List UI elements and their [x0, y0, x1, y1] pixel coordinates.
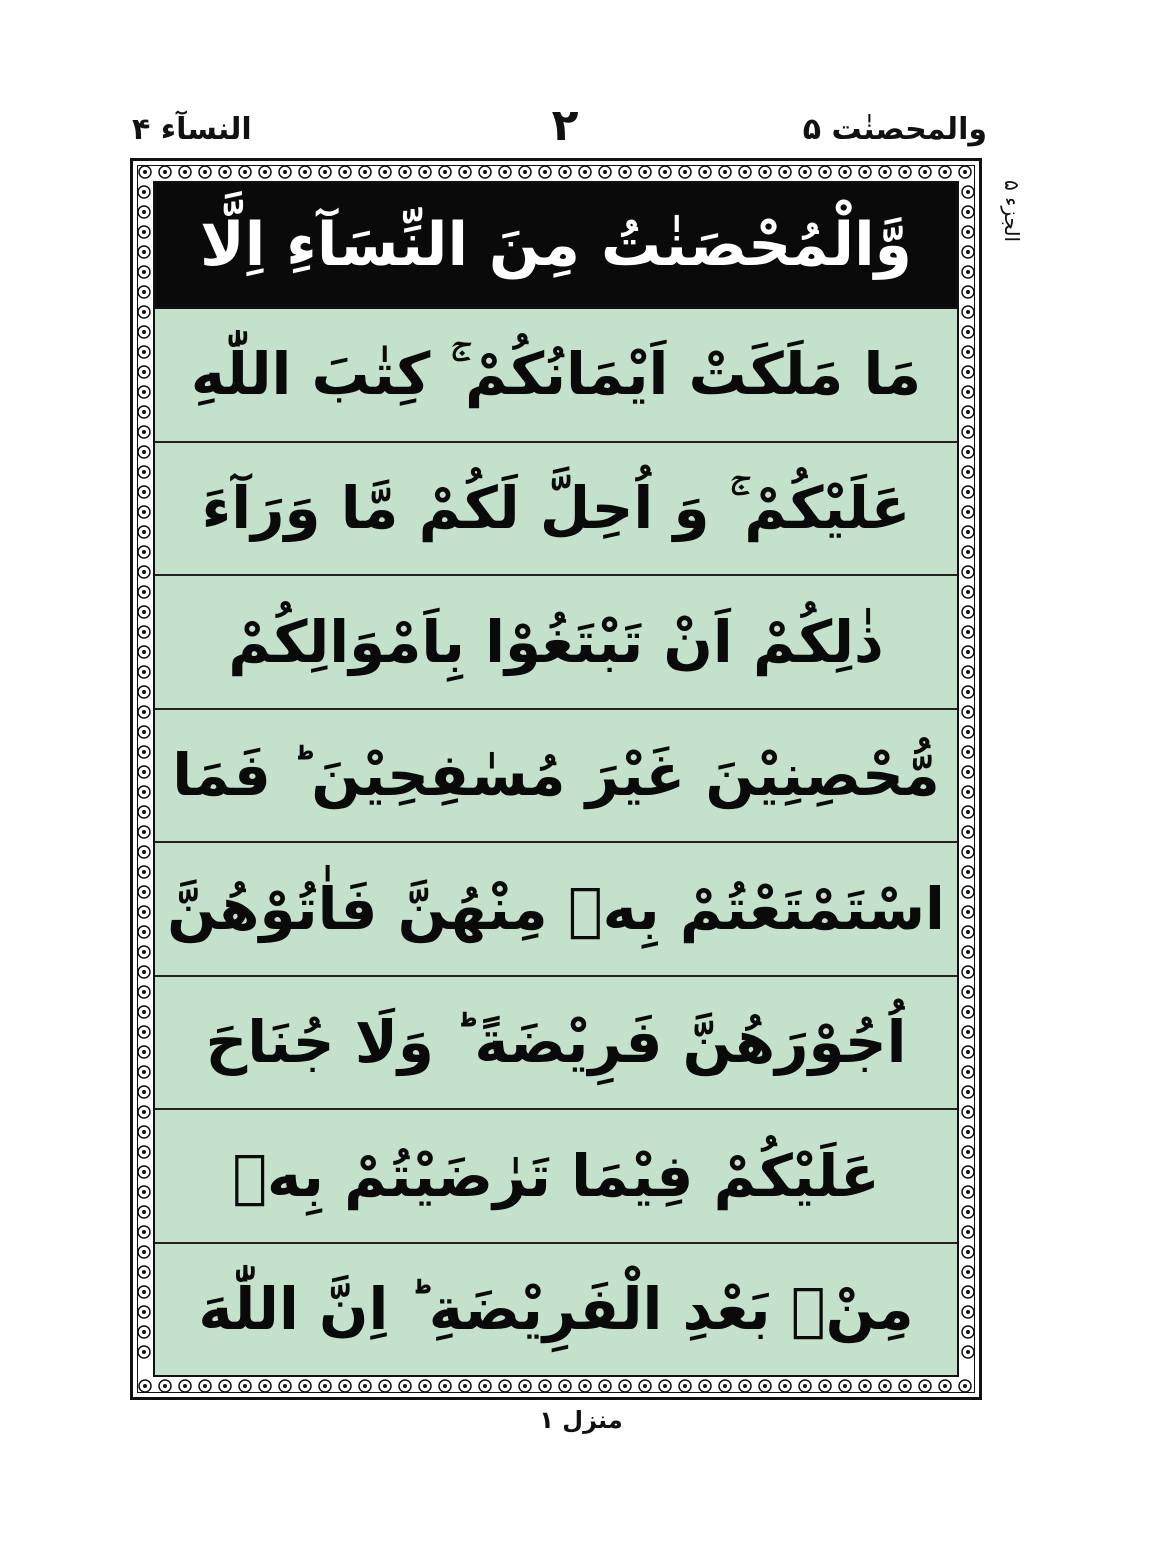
ornament-dot [403, 1384, 407, 1388]
juz-number-header: ۲ [551, 100, 579, 151]
ornament-dot [143, 170, 147, 174]
ornament-dot [966, 290, 970, 294]
ornament-dot [643, 1384, 647, 1388]
ornament-dot [966, 1130, 970, 1134]
ornament-dot [943, 170, 947, 174]
ornament-dot [966, 950, 970, 954]
ornament-dot [966, 870, 970, 874]
ornament-dot [966, 230, 970, 234]
ornament-dot [142, 1070, 146, 1074]
ornament-dot [543, 1384, 547, 1388]
ornament-dot [563, 1384, 567, 1388]
ornament-dot [142, 750, 146, 754]
ornament-dot [142, 1090, 146, 1094]
ornament-dot [966, 410, 970, 414]
ornament-dot [966, 1230, 970, 1234]
ornament-dot [966, 770, 970, 774]
ornament-dot [966, 270, 970, 274]
ornament-dot [966, 550, 970, 554]
ornament-dot [966, 490, 970, 494]
ornament-dot [623, 170, 627, 174]
ornament-dot [142, 250, 146, 254]
ornament-dot [223, 170, 227, 174]
ornament-dot [142, 230, 146, 234]
ornament-dot [142, 690, 146, 694]
ornament-dot [543, 170, 547, 174]
ornament-dot [966, 830, 970, 834]
ornament-dot [863, 170, 867, 174]
ornament-dot [143, 1384, 147, 1388]
ornament-dot [142, 570, 146, 574]
ornament-dot [142, 630, 146, 634]
ornament-dot [963, 1384, 967, 1388]
ornament-dot [142, 1330, 146, 1334]
ornament-dot [142, 670, 146, 674]
ornament-dot [966, 1330, 970, 1334]
ornament-dot [966, 210, 970, 214]
ornament-dot [243, 1384, 247, 1388]
ornament-dot [883, 170, 887, 174]
ornament-dot [443, 1384, 447, 1388]
ornament-dot [583, 170, 587, 174]
ornament-dot [823, 170, 827, 174]
ornament-dot [966, 1190, 970, 1194]
ornament-dot [966, 710, 970, 714]
ornament-dot [966, 1270, 970, 1274]
ornament-dot [663, 1384, 667, 1388]
ornament-dot [142, 930, 146, 934]
ornament-dot [142, 730, 146, 734]
ornament-dot [142, 1250, 146, 1254]
ornament-dot [823, 1384, 827, 1388]
ornament-dot [966, 730, 970, 734]
ornament-dot [463, 170, 467, 174]
ornament-dot [783, 1384, 787, 1388]
verse-line-2 [155, 443, 957, 577]
ornament-dot [963, 170, 967, 174]
verse-line-3 [155, 576, 957, 710]
ornament-dot [142, 330, 146, 334]
ornament-dot [583, 1384, 587, 1388]
ornament-dot [142, 610, 146, 614]
ornament-dot [323, 1384, 327, 1388]
ornament-dot [966, 910, 970, 914]
ornament-dot [403, 170, 407, 174]
ornament-dot [142, 430, 146, 434]
ornament-dot [783, 170, 787, 174]
ornament-dot [142, 1350, 146, 1354]
ornament-dot [723, 1384, 727, 1388]
ornament-dot [423, 1384, 427, 1388]
ornament-dot [142, 810, 146, 814]
ornament-dot [883, 1384, 887, 1388]
ornament-dot [966, 790, 970, 794]
verse-text: مَا مَلَكَتْ اَيْمَانُكُمْ ۚ كِتٰبَ اللّٰهِ [190, 340, 922, 409]
verse-line-5 [155, 843, 957, 977]
ornament-dot [966, 350, 970, 354]
ornament-dot [966, 1030, 970, 1034]
ornament-dot [603, 1384, 607, 1388]
ornament-dot [142, 1150, 146, 1154]
ornament-dot [142, 970, 146, 974]
ornament-dot [743, 1384, 747, 1388]
ornament-dot [966, 690, 970, 694]
ornament-dot [966, 330, 970, 334]
ornament-dot [163, 1384, 167, 1388]
ornament-dot [183, 170, 187, 174]
ornament-dot [966, 670, 970, 674]
ornament-dot [966, 1050, 970, 1054]
ornament-dot [142, 270, 146, 274]
verse-text: اُجُوْرَهُنَّ فَرِيْضَةً ؕ وَلَا جُنَاحَ [205, 1008, 907, 1077]
ornament-dot [142, 1030, 146, 1034]
ornament-dot [142, 890, 146, 894]
ornament-dot [966, 630, 970, 634]
ornament-dot [966, 370, 970, 374]
ornament-dot [142, 1290, 146, 1294]
ornament-dot [966, 970, 970, 974]
ornament-dot [483, 1384, 487, 1388]
ornament-dot [142, 450, 146, 454]
ornament-dot [363, 170, 367, 174]
ornament-dot [763, 1384, 767, 1388]
ornament-dot [723, 170, 727, 174]
ornament-dot [966, 850, 970, 854]
juz-side-label: الجزء ۵ [1000, 180, 1024, 243]
ornament-dot [966, 470, 970, 474]
ornament-dot [923, 1384, 927, 1388]
ornament-dot [903, 170, 907, 174]
ornament-dot [443, 170, 447, 174]
ornament-dot [966, 1010, 970, 1014]
ornament-dot [142, 370, 146, 374]
ornament-dot [263, 170, 267, 174]
ornament-dot [183, 1384, 187, 1388]
ornament-dot [966, 650, 970, 654]
ornament-dot [363, 1384, 367, 1388]
ornament-dot [803, 170, 807, 174]
ornament-dot [503, 170, 507, 174]
ornament-dot [966, 890, 970, 894]
ornament-dot [142, 850, 146, 854]
ornament-dot [966, 1210, 970, 1214]
ornament-dot [966, 510, 970, 514]
ornament-dot [966, 810, 970, 814]
ornament-dot [203, 170, 207, 174]
ornament-dot [523, 170, 527, 174]
ornament-dot [966, 1310, 970, 1314]
ornament-dot [966, 610, 970, 614]
ornament-dot [503, 1384, 507, 1388]
verse-text: اسْتَمْتَعْتُمْ بِهٖ مِنْهُنَّ فَاٰتُوْهُنَّ [167, 874, 945, 943]
ornament-dot [803, 1384, 807, 1388]
ornament-dot [142, 710, 146, 714]
verse-frame [153, 181, 959, 1377]
ornament-dot [623, 1384, 627, 1388]
ornament-dot [142, 770, 146, 774]
ornament-dot [383, 1384, 387, 1388]
verse-line-1 [155, 309, 957, 443]
ornament-dot [142, 590, 146, 594]
surah-name-header: النسآء ۴ [132, 112, 252, 147]
ornament-dot [223, 1384, 227, 1388]
title-band [155, 183, 957, 309]
ornament-dot [966, 1090, 970, 1094]
ornament-dot [142, 1190, 146, 1194]
ornament-dot [142, 310, 146, 314]
ornament-dot [463, 1384, 467, 1388]
ornament-dot [966, 450, 970, 454]
ornament-dot [903, 1384, 907, 1388]
ornament-dot [843, 1384, 847, 1388]
ornament-dot [663, 170, 667, 174]
ornament-dot [743, 170, 747, 174]
ornament-dot [966, 1150, 970, 1154]
ornament-dot [423, 170, 427, 174]
ornament-dot [283, 1384, 287, 1388]
ornament-dot [243, 170, 247, 174]
ornament-dot [966, 590, 970, 594]
ornament-dot [523, 1384, 527, 1388]
ornament-dot [966, 390, 970, 394]
title-verse-text: وَّالْمُحْصَنٰتُ مِنَ النِّسَآءِ اِلَّا [200, 210, 912, 280]
ornament-dot [142, 830, 146, 834]
verse-text: عَلَيْكُمْ فِيْمَا تَرٰضَيْتُمْ بِهٖ [232, 1141, 880, 1210]
verse-line-6 [155, 977, 957, 1111]
ornament-dot [142, 390, 146, 394]
ornament-dot [966, 1070, 970, 1074]
ornament-dot [142, 910, 146, 914]
verse-text: ذٰلِكُمْ اَنْ تَبْتَغُوْا بِاَمْوَالِكُمْ [228, 607, 884, 676]
ornament-dot [142, 350, 146, 354]
ornament-dot [142, 1310, 146, 1314]
ornament-dot [966, 430, 970, 434]
ornament-dot [683, 1384, 687, 1388]
ornament-dot [966, 1250, 970, 1254]
ornament-dot [142, 1210, 146, 1214]
ornament-dot [283, 170, 287, 174]
ornament-dot [643, 170, 647, 174]
ornament-dot [966, 750, 970, 754]
ornament-dot [142, 1050, 146, 1054]
para-name-header: والمحصنٰت ۵ [802, 112, 987, 147]
ornament-dot [343, 170, 347, 174]
ornament-dot [923, 170, 927, 174]
ornament-dot [703, 1384, 707, 1388]
ornament-dot [563, 170, 567, 174]
ornament-dot [142, 190, 146, 194]
ornament-dot [943, 1384, 947, 1388]
ornament-dot [966, 570, 970, 574]
ornament-dot [142, 990, 146, 994]
ornament-dot [263, 1384, 267, 1388]
ornament-dot [966, 530, 970, 534]
ornament-dot [142, 1170, 146, 1174]
ornament-dot [966, 930, 970, 934]
ornament-dot [966, 1170, 970, 1174]
ornament-dot [142, 870, 146, 874]
ornament-dot [142, 290, 146, 294]
ornament-dot [303, 1384, 307, 1388]
verse-text: عَلَيْكُمْ ۚ وَ اُحِلَّ لَكُمْ مَّا وَرَآءَ [201, 473, 911, 542]
ornament-dot [142, 790, 146, 794]
ornament-dot [966, 190, 970, 194]
ornament-dot [966, 1350, 970, 1354]
ornament-dot [142, 510, 146, 514]
ornament-dot [142, 490, 146, 494]
ornament-dot [142, 470, 146, 474]
ornament-dot [966, 1290, 970, 1294]
ornament-dot [142, 1270, 146, 1274]
ornament-dot [383, 170, 387, 174]
ornament-dot [142, 410, 146, 414]
ornament-dot [142, 550, 146, 554]
ornament-dot [323, 170, 327, 174]
ornament-dot [142, 650, 146, 654]
ornament-dot [603, 170, 607, 174]
ornament-dot [966, 250, 970, 254]
verse-line-8 [155, 1244, 957, 1376]
ornament-dot [343, 1384, 347, 1388]
ornament-dot [142, 1010, 146, 1014]
verse-text: مُّحْصِنِيْنَ غَيْرَ مُسٰفِحِيْنَ ؕ فَمَا [172, 741, 940, 810]
ornament-dot [303, 170, 307, 174]
ornament-dot [142, 1110, 146, 1114]
ornament-dot [843, 170, 847, 174]
verse-text: مِنْۢ بَعْدِ الْفَرِيْضَةِ ؕ اِنَّ اللّٰهَ [198, 1275, 914, 1344]
ornament-dot [966, 990, 970, 994]
manzil-footer: منزل ۱ [539, 1406, 623, 1434]
ornament-dot [703, 170, 707, 174]
ornament-dot [142, 950, 146, 954]
ornament-dot [483, 170, 487, 174]
ornament-dot [966, 310, 970, 314]
ornament-dot [863, 1384, 867, 1388]
page-frame [130, 158, 982, 1400]
verse-line-4 [155, 710, 957, 844]
ornament-dot [142, 1130, 146, 1134]
ornament-dot [142, 530, 146, 534]
ornament-dot [203, 1384, 207, 1388]
ornament-dot [966, 1110, 970, 1114]
ornament-dot [683, 170, 687, 174]
ornament-dot [142, 210, 146, 214]
ornament-dot [163, 170, 167, 174]
ornament-dot [142, 1230, 146, 1234]
verse-line-7 [155, 1110, 957, 1244]
ornament-dot [763, 170, 767, 174]
